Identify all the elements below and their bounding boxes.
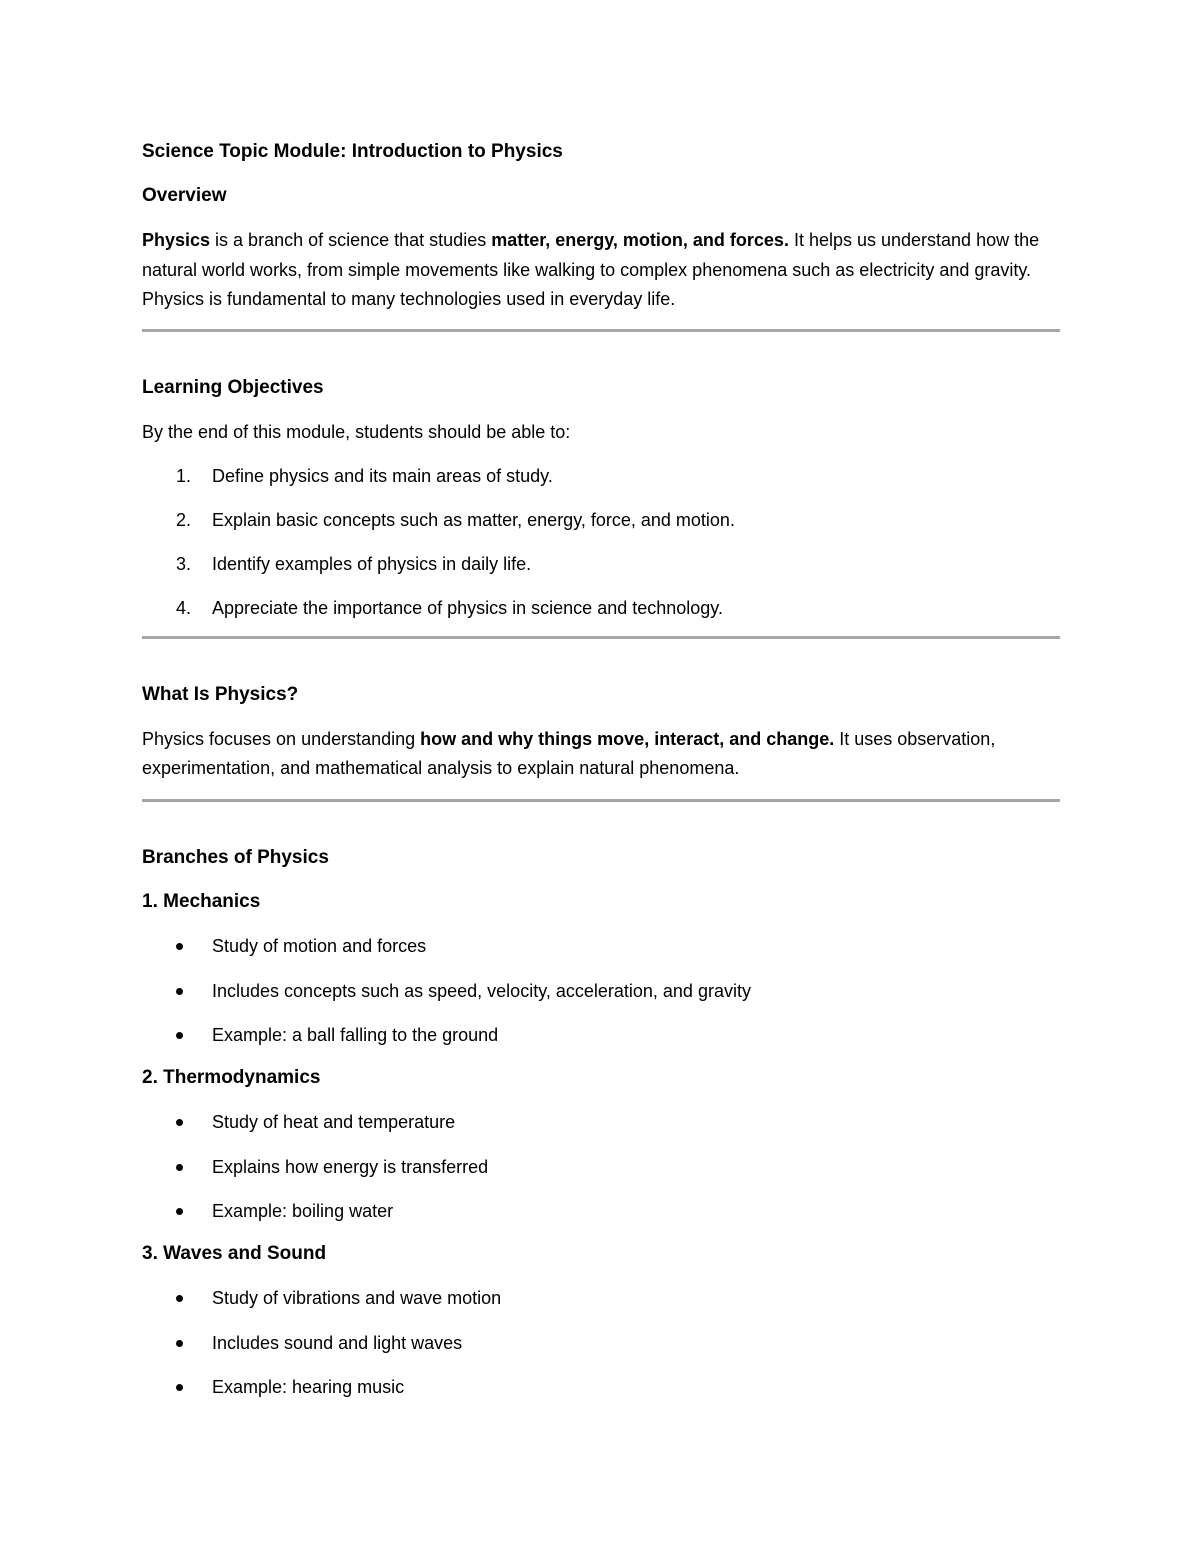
list-item bbox=[142, 462, 1060, 490]
list-number: 3. bbox=[176, 553, 192, 574]
bullet-icon bbox=[176, 988, 183, 995]
section-divider bbox=[142, 636, 1060, 639]
list-item-text: Identify examples of physics in daily life. bbox=[212, 553, 532, 574]
bullet-icon bbox=[176, 1164, 183, 1171]
waves-list bbox=[142, 1284, 1060, 1401]
list-item bbox=[142, 506, 1060, 534]
bullet-icon bbox=[176, 943, 183, 950]
list-item-text: Study of heat and temperature bbox=[212, 1111, 456, 1132]
branch-heading-waves: 3. Waves and Sound bbox=[142, 1242, 327, 1264]
what-is-text-2: It uses observation, experimentation, and mathematical analysis to explain natural phenomena. bbox=[142, 728, 996, 778]
branches-heading: Branches of Physics bbox=[142, 846, 329, 868]
overview-paragraph bbox=[142, 226, 1060, 315]
branch-heading-mechanics: 1. Mechanics bbox=[142, 890, 261, 912]
list-item bbox=[142, 1329, 1060, 1357]
list-item bbox=[142, 550, 1060, 578]
overview-text-1: is a branch of science that studies bbox=[210, 230, 492, 250]
objectives-heading: Learning Objectives bbox=[142, 376, 324, 398]
list-item-text: Explains how energy is transferred bbox=[212, 1156, 489, 1177]
list-item bbox=[142, 977, 1060, 1005]
list-item-text: Includes concepts such as speed, velocity, acceleration, and gravity bbox=[212, 980, 751, 1001]
list-item-text: Define physics and its main areas of study. bbox=[212, 465, 553, 486]
overview-bold-physics: Physics bbox=[142, 230, 211, 250]
what-is-heading: What Is Physics? bbox=[142, 683, 299, 705]
bullet-icon bbox=[176, 1208, 183, 1215]
branch-heading-thermodynamics: 2. Thermodynamics bbox=[142, 1066, 321, 1088]
list-item-text: Includes sound and light waves bbox=[212, 1332, 463, 1353]
list-item-text: Appreciate the importance of physics in science and technology. bbox=[212, 597, 723, 618]
list-number: 1. bbox=[176, 465, 192, 486]
list-number: 4. bbox=[176, 597, 192, 618]
document-page bbox=[142, 138, 1060, 1401]
section-divider bbox=[142, 799, 1060, 802]
list-item bbox=[142, 1197, 1060, 1225]
bullet-icon bbox=[176, 1340, 183, 1347]
thermodynamics-list bbox=[142, 1108, 1060, 1225]
overview-heading: Overview bbox=[142, 185, 227, 206]
list-item bbox=[142, 1108, 1060, 1136]
what-is-paragraph bbox=[142, 725, 1060, 784]
overview-bold-topics: matter, energy, motion, and forces. bbox=[491, 230, 789, 250]
list-number: 2. bbox=[176, 509, 192, 530]
what-is-bold: how and why things move, interact, and change. bbox=[420, 728, 835, 749]
objectives-intro: By the end of this module, students should be able to: bbox=[142, 421, 571, 442]
list-item bbox=[142, 932, 1060, 960]
list-item-text: Example: a ball falling to the ground bbox=[212, 1024, 499, 1045]
bullet-icon bbox=[176, 1119, 183, 1126]
list-item bbox=[142, 1373, 1060, 1401]
what-is-text-1: Physics focuses on understanding bbox=[142, 728, 421, 749]
bullet-icon bbox=[176, 1032, 183, 1039]
list-item-text: Example: boiling water bbox=[212, 1200, 394, 1221]
list-item-text: Explain basic concepts such as matter, energy, force, and motion. bbox=[212, 509, 735, 530]
list-item-text: Study of vibrations and wave motion bbox=[212, 1287, 502, 1308]
overview-text-2: It helps us understand how the natural world works, from simple movements like walking to complex phenomena such as electricity and gravity. Physics is fundamental to many technologies used in everyday life. bbox=[142, 230, 1040, 309]
list-item-text: Study of motion and forces bbox=[212, 935, 427, 956]
document-title: Science Topic Module: Introduction to Physics bbox=[142, 141, 563, 162]
bullet-icon bbox=[176, 1384, 183, 1391]
objectives-list bbox=[142, 462, 1060, 622]
list-item bbox=[142, 1021, 1060, 1049]
bullet-icon bbox=[176, 1295, 183, 1302]
list-item bbox=[142, 1153, 1060, 1181]
mechanics-list bbox=[142, 932, 1060, 1049]
list-item-text: Example: hearing music bbox=[212, 1376, 405, 1397]
list-item bbox=[142, 594, 1060, 622]
list-item bbox=[142, 1284, 1060, 1312]
section-divider bbox=[142, 329, 1060, 332]
